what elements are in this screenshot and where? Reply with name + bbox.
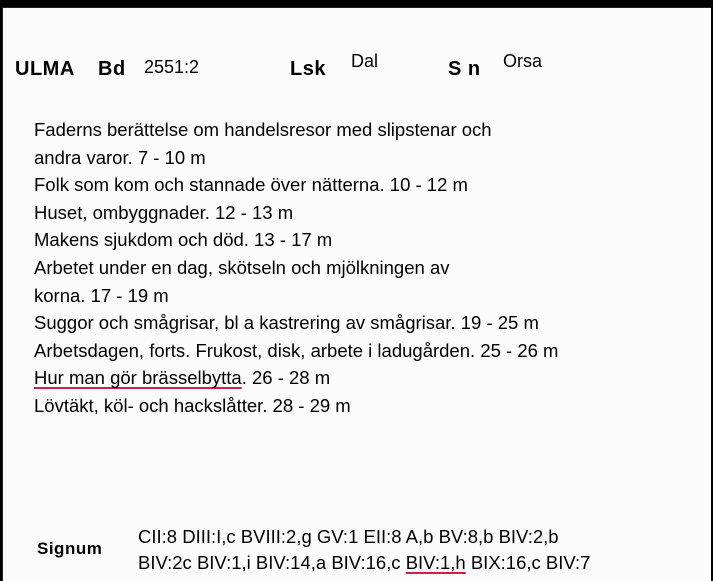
content-list — [34, 116, 704, 420]
signum-codes-after: BIX:16,c BIV:7 — [465, 552, 591, 573]
topic-time: . 26 - 28 m — [241, 367, 331, 389]
content-line: Arbetsdagen, forts. Frukost, disk, arbete i ladugården. 25 - 26 m — [34, 339, 559, 361]
signum-label: Signum — [37, 539, 103, 558]
province-label: Lsk — [290, 58, 326, 80]
card-header — [3, 46, 711, 86]
province-value: Dal — [351, 51, 379, 71]
signum-code-underlined: BIV:1,h — [405, 552, 466, 573]
underlined-topic: Hur man gör brässelbytta — [34, 367, 242, 389]
parish-label: S n — [448, 58, 481, 80]
signum-line-1: CII:8 DIII:I,c BVIII:2,g GV:1 EII:8 A,b BV:8,b BIV:2,b — [138, 526, 559, 547]
content-line: Lövtäkt, köl- och hackslåtter. 28 - 29 m — [34, 394, 351, 416]
content-line: Folk som kom och stannade över nätterna. 10 - 12 m — [34, 174, 468, 196]
content-line: andra varor. 7 - 10 m — [34, 146, 206, 168]
content-line: Suggor och smågrisar, bl a kastrering av smågrisar. 19 - 25 m — [34, 312, 539, 334]
archive-label: ULMA — [15, 58, 75, 80]
content-line: Huset, ombyggnader. 12 - 13 m — [34, 201, 294, 223]
content-line: Faderns berättelse om handelsresor med slipstenar och — [34, 119, 492, 140]
parish-value: Orsa — [503, 51, 543, 71]
signum-codes-before: BIV:2c BIV:1,i BIV:14,a BIV:16,c — [138, 552, 406, 573]
content-line: korna. 17 - 19 m — [34, 284, 169, 306]
volume-label: Bd — [98, 58, 126, 80]
content-line-underlined — [34, 364, 704, 392]
signum-line-2 — [138, 550, 590, 576]
content-line: Arbetet under en dag, skötseln och mjölkningen av — [34, 256, 450, 278]
content-line: Makens sjukdom och död. 13 - 17 m — [34, 229, 333, 251]
archive-card — [2, 7, 711, 581]
volume-value: 2551:2 — [144, 57, 200, 77]
signum-codes — [138, 524, 590, 576]
